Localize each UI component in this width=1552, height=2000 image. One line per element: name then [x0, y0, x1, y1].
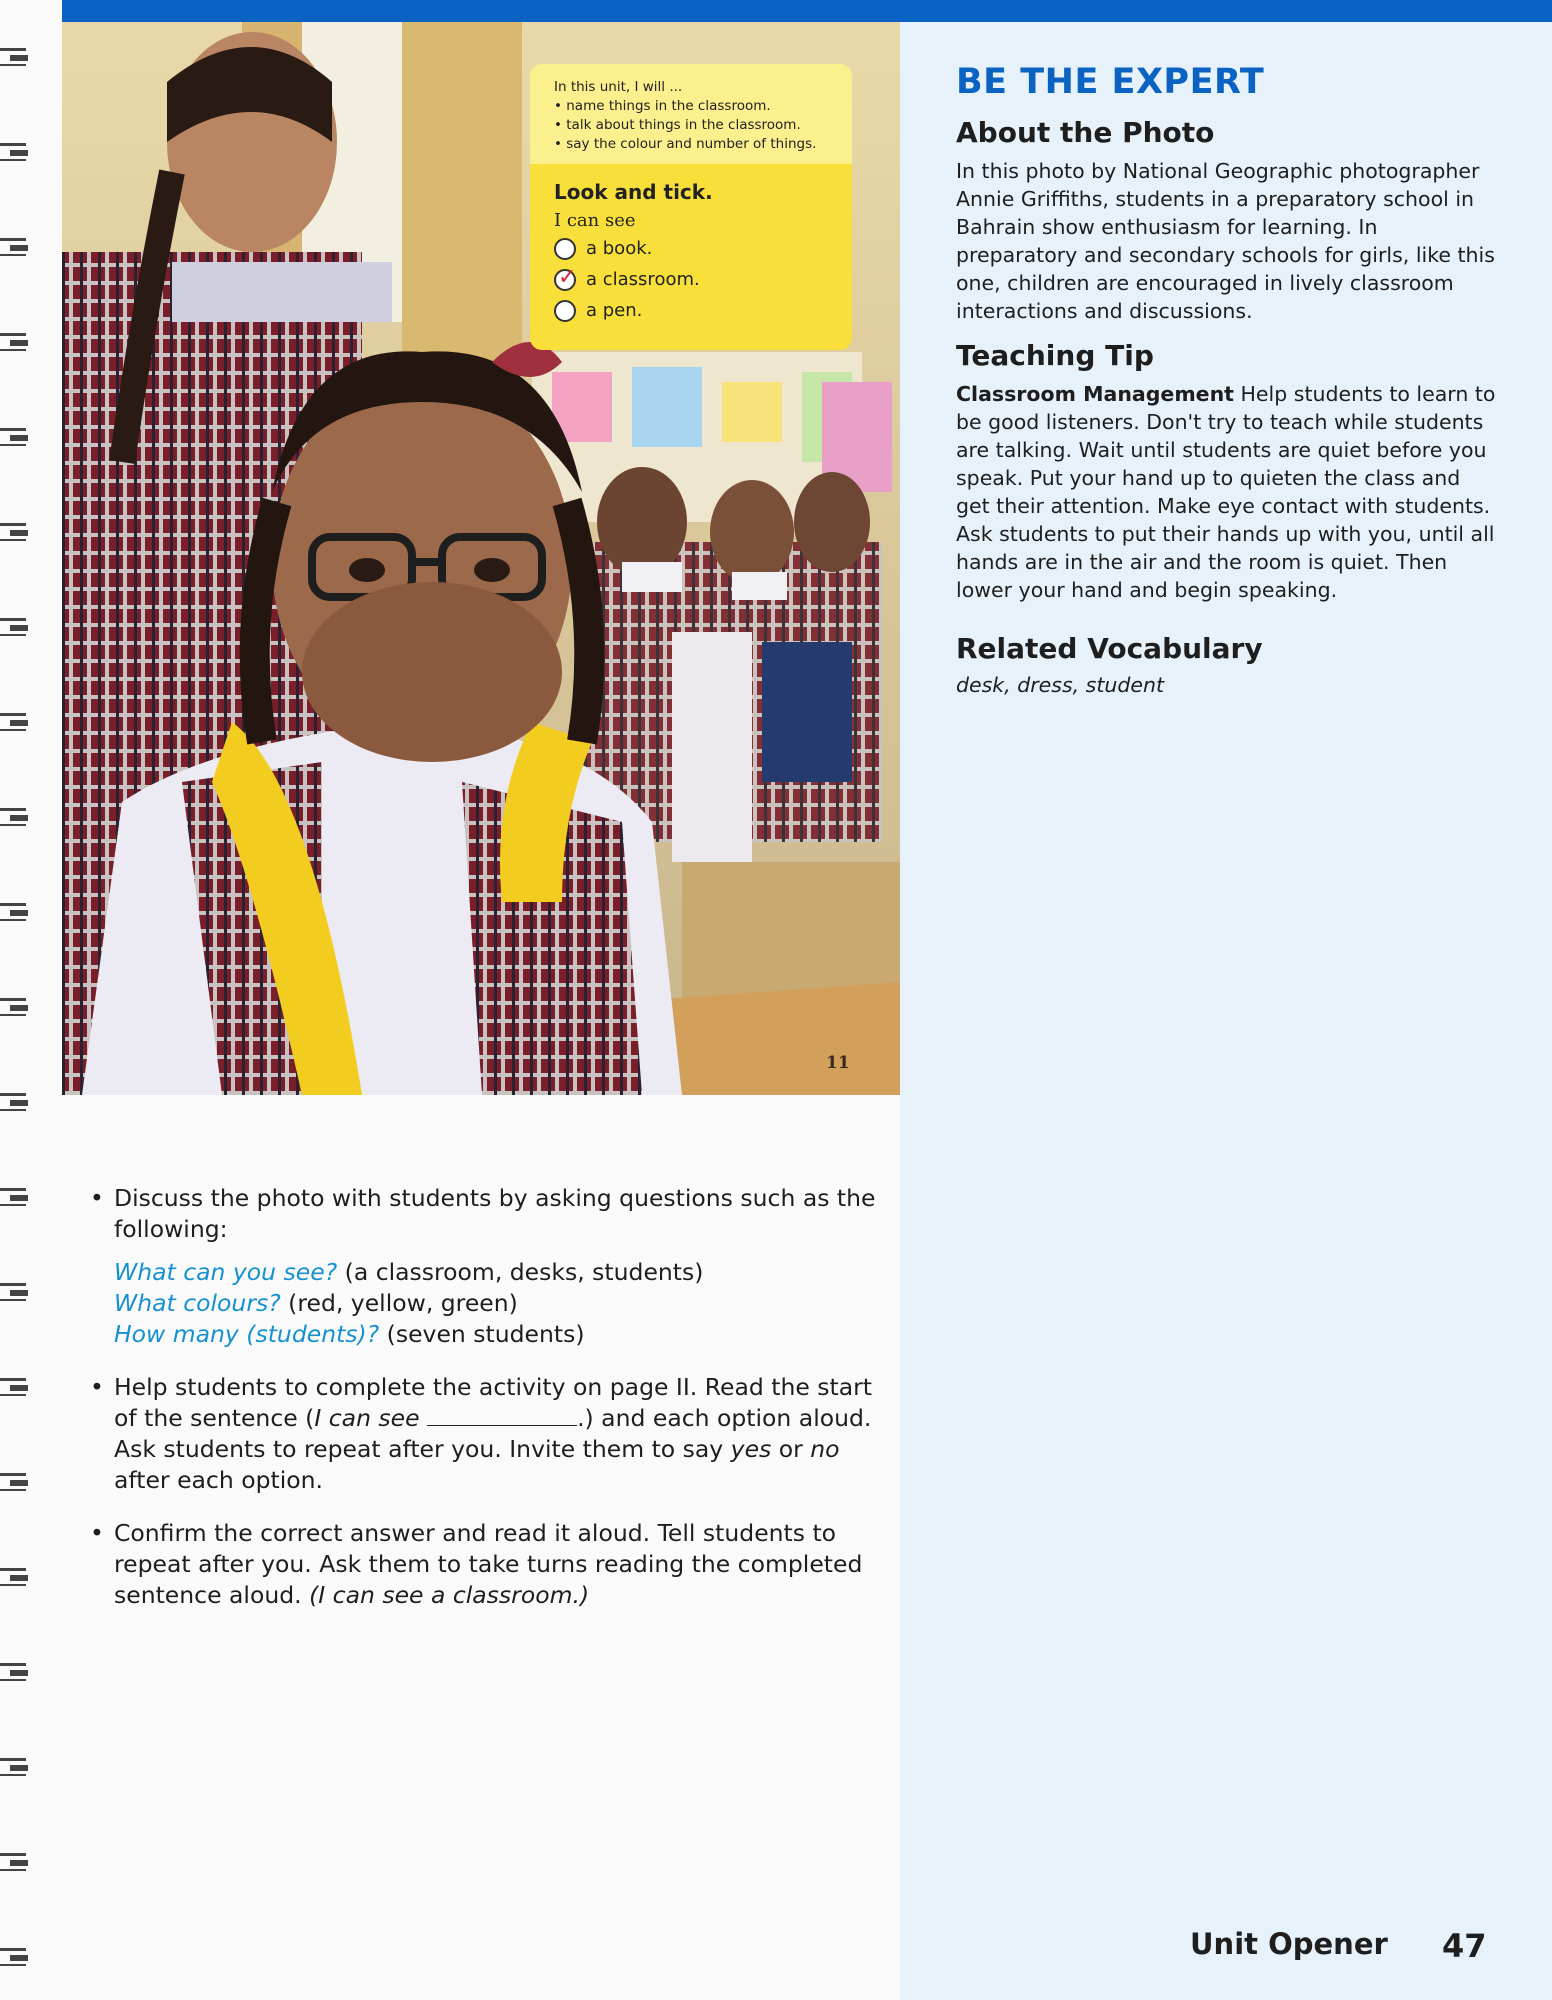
unit-goals-line: • name things in the classroom. [554, 98, 771, 114]
bullet-dot: • [90, 1184, 104, 1212]
question-line: How many (students)? (seven students) [114, 1320, 585, 1348]
question-line: What colours? (red, yellow, green) [114, 1289, 518, 1317]
teaching-tip-body: Help students to learn to be good listeners. Don't try to teach while students are talking. Wait until students are quiet before you speak. Put your hand up to quieten the class and get their attention. Make eye contact with students. Ask students to put their hands up with you, until all hands are in the air and the room is quiet. Then lower your hand and begin speaking. [956, 382, 1496, 602]
step-complete-activity [90, 1372, 880, 1496]
unit-goals-line: In this unit, I will ... [554, 79, 683, 95]
step-confirm-answer [90, 1518, 880, 1611]
radio-circle-icon[interactable] [554, 300, 576, 322]
step-discuss [90, 1183, 880, 1350]
question-list [114, 1257, 880, 1350]
step-text: Help students to complete the activity on page II. Read the start of the sentence (I can see .) and each option aloud. Ask students to repeat after you. Invite them to say yes or no after each option. [114, 1373, 873, 1494]
footer-section-label: Unit Opener [1190, 1927, 1388, 1961]
bullet-dot: • [90, 1373, 104, 1401]
teaching-tip-title: Teaching Tip [956, 339, 1154, 372]
teaching-steps [90, 1183, 880, 1633]
activity-lead: I can see [554, 210, 636, 231]
unit-goals-box [530, 64, 852, 350]
option-label: a pen. [586, 300, 643, 321]
section-heading: BE THE EXPERT [956, 62, 1265, 102]
teaching-tip-subtitle: Classroom Management [956, 382, 1234, 406]
option-label: a book. [586, 238, 653, 259]
related-vocabulary-list: desk, dress, student [956, 673, 1165, 697]
activity-title: Look and tick. [554, 180, 713, 204]
look-and-tick-activity [530, 164, 852, 342]
checked-circle-icon[interactable] [554, 269, 576, 291]
teaching-tip-text [956, 380, 1496, 604]
question-line: What can you see? (a classroom, desks, students) [114, 1258, 704, 1286]
step-text: Confirm the correct answer and read it aloud. Tell students to repeat after you. Ask them to take turns reading the completed sentence aloud. (I can see a classroom.) [114, 1519, 863, 1609]
radio-circle-icon[interactable] [554, 238, 576, 260]
option-pen[interactable] [554, 295, 828, 326]
unit-goals-line: • talk about things in the classroom. [554, 117, 801, 133]
bullet-dot: • [90, 1519, 104, 1547]
related-vocabulary-title: Related Vocabulary [956, 632, 1263, 665]
fill-in-blank [427, 1405, 577, 1426]
be-the-expert-section [956, 62, 1496, 697]
top-color-bar [62, 0, 1552, 22]
unit-goals-line: • say the colour and number of things. [554, 136, 817, 152]
about-photo-title: About the Photo [956, 116, 1215, 149]
option-book[interactable] [554, 233, 828, 264]
spiral-binding [0, 0, 40, 2000]
step-text: Discuss the photo with students by asking questions such as the following: [114, 1184, 876, 1243]
unit-goals-list [530, 64, 852, 164]
about-photo-text: In this photo by National Geographic photographer Annie Griffiths, students in a preparatory school in Bahrain show enthusiasm for learning. In preparatory and secondary schools for girls, like this one, children are encouraged in lively classroom interactions and discussions. [956, 159, 1495, 323]
footer-page-number: 47 [1442, 1927, 1487, 1965]
photo-page-number: 11 [826, 1053, 850, 1073]
option-label: a classroom. [586, 269, 700, 290]
option-classroom[interactable] [554, 264, 828, 295]
